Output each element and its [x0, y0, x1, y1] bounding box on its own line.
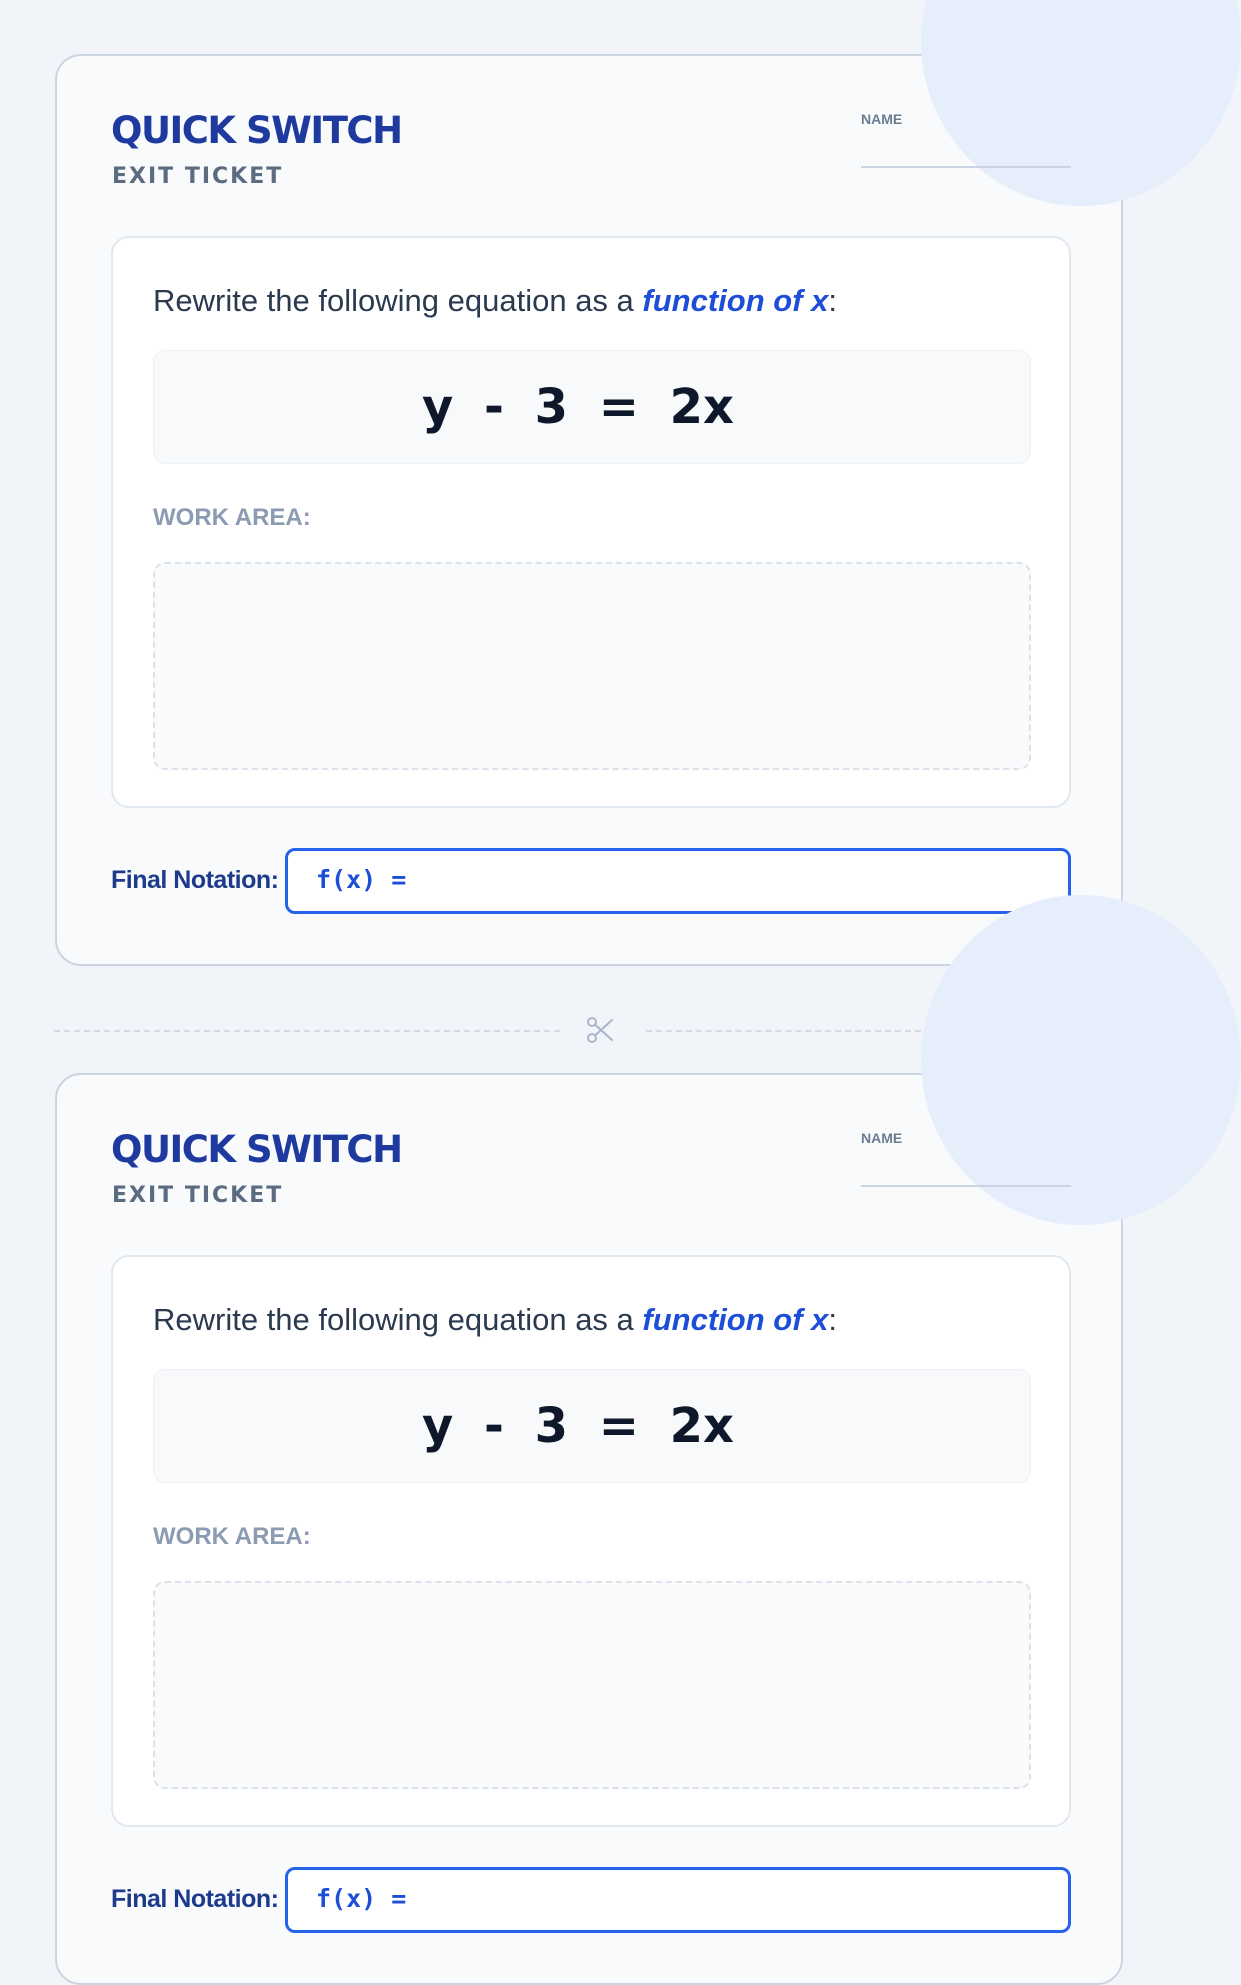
work-area[interactable]: [153, 562, 1031, 770]
prompt-text: Rewrite the following equation as a: [153, 283, 643, 318]
ticket-title: QUICK SWITCH: [111, 109, 402, 152]
final-notation-label: Final Notation:: [111, 866, 279, 894]
prompt-text: Rewrite the following equation as a: [153, 1302, 643, 1337]
work-area[interactable]: [153, 1581, 1031, 1789]
question-card: [111, 236, 1071, 808]
prompt-emphasis: function of x: [642, 1302, 829, 1337]
name-label: NAME: [861, 1130, 903, 1146]
name-field: [861, 1131, 1071, 1145]
work-area-label: WORK AREA:: [153, 504, 311, 531]
ticket-title: QUICK SWITCH: [111, 1128, 402, 1171]
ticket-subtitle: EXIT TICKET: [112, 1183, 284, 1208]
final-notation-row: [111, 1867, 1071, 1933]
equation: y - 3 = 2x: [421, 1398, 735, 1454]
question-prompt: [153, 1301, 837, 1338]
final-notation-input[interactable]: [285, 1867, 1071, 1933]
work-area-label: WORK AREA:: [153, 1523, 311, 1550]
name-label: NAME: [861, 111, 903, 127]
exit-ticket: [55, 54, 1123, 966]
equation-box: [153, 1369, 1031, 1483]
equation-box: [153, 350, 1031, 464]
final-notation-prefix: f(x) =: [316, 865, 407, 894]
final-notation-row: [111, 848, 1071, 914]
cut-line-left: [54, 1030, 560, 1032]
name-write-line[interactable]: [861, 166, 1071, 168]
corner-decoration: [921, 0, 1241, 206]
question-prompt: [153, 282, 837, 319]
name-field: [861, 112, 1071, 126]
final-notation-prefix: f(x) =: [316, 1884, 407, 1913]
prompt-emphasis: function of x: [642, 283, 829, 318]
prompt-suffix: :: [828, 1302, 838, 1337]
corner-decoration: [921, 895, 1241, 1225]
equation: y - 3 = 2x: [421, 379, 735, 435]
question-card: [111, 1255, 1071, 1827]
final-notation-label: Final Notation:: [111, 1885, 279, 1913]
scissors-icon: [584, 1014, 616, 1046]
prompt-suffix: :: [828, 283, 838, 318]
final-notation-input[interactable]: [285, 848, 1071, 914]
ticket-subtitle: EXIT TICKET: [112, 164, 284, 189]
exit-ticket: [55, 1073, 1123, 1985]
name-write-line[interactable]: [861, 1185, 1071, 1187]
